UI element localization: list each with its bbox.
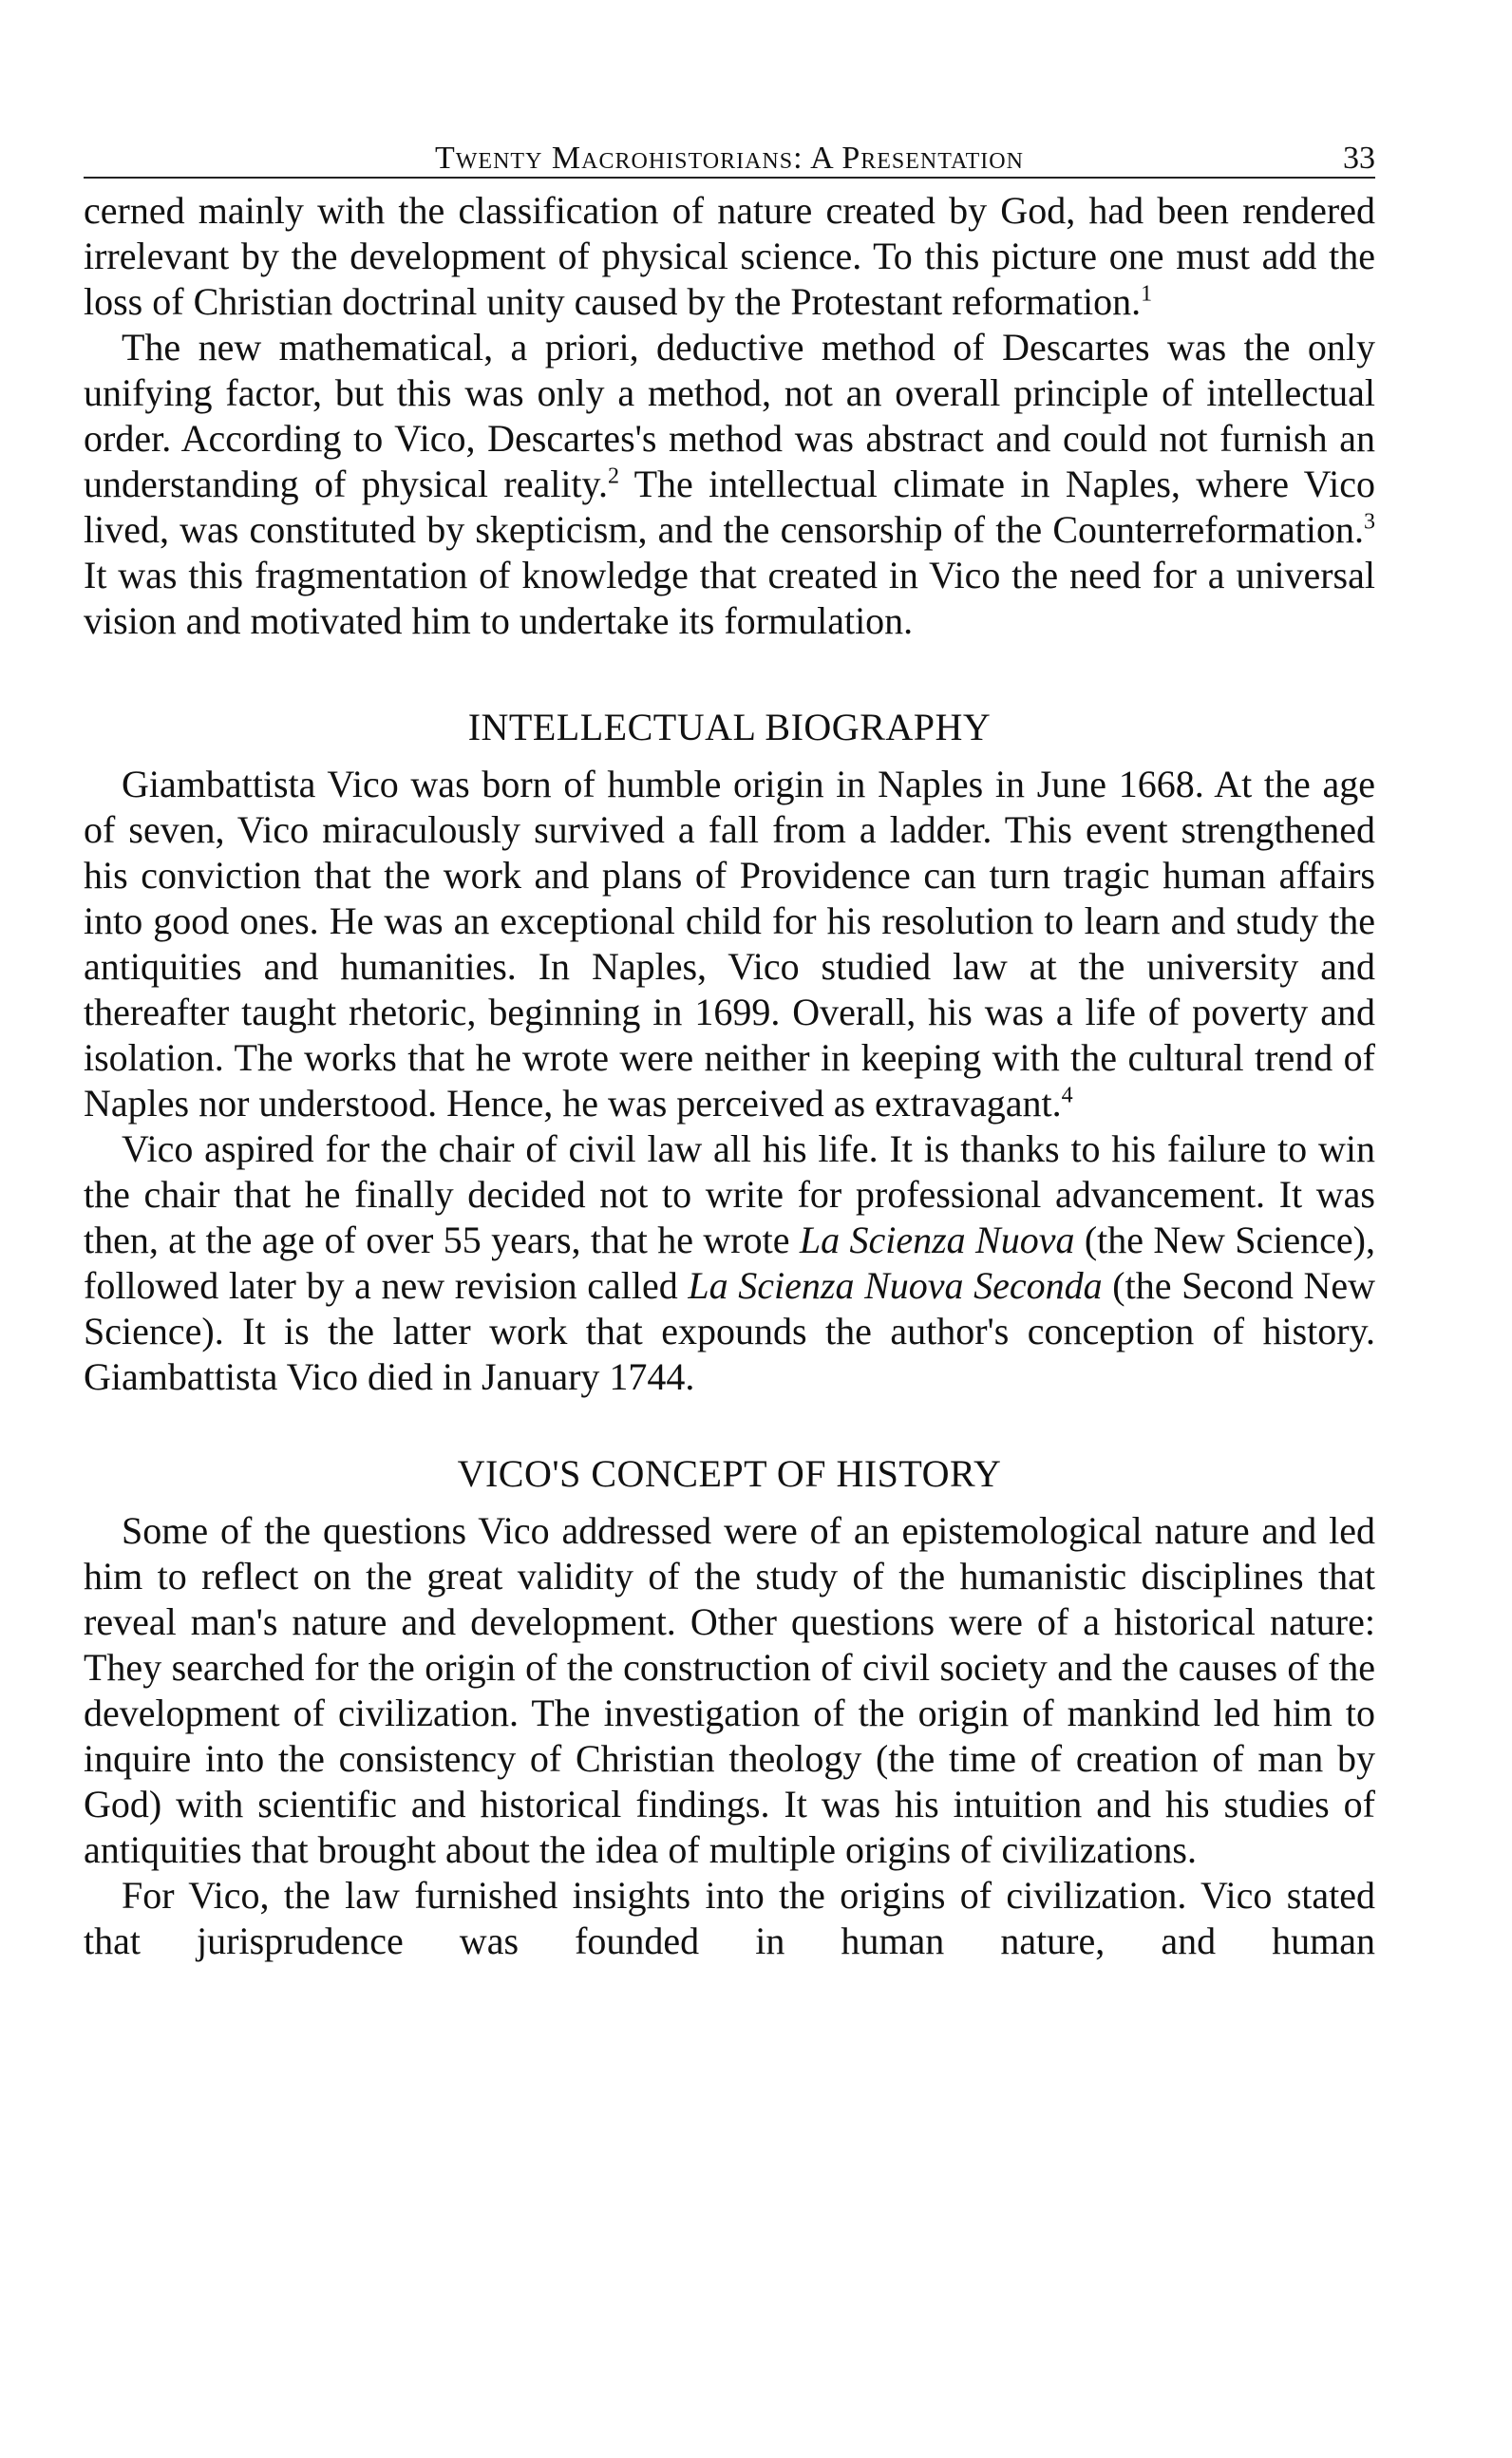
footnote-marker: 2 <box>607 463 619 489</box>
paragraph-law: For Vico, the law furnished insights into the origins of civilization. Vico stated that jurisprudence was founded in human nature, and human <box>84 1874 1375 1962</box>
paragraph-descartes <box>84 325 1375 644</box>
paragraph-text: cerned mainly with the classification of nature created by God, had been rendered irrelevant by the development of physical science. To this picture one must add the loss of Christian doctrinal unity caused by the Protestant reformation. <box>84 189 1375 323</box>
paragraph-biography <box>84 762 1375 1126</box>
book-title: La Scienza Nuova <box>799 1219 1075 1261</box>
section-heading-concept-of-history: VICO'S CONCEPT OF HISTORY <box>457 1452 1002 1495</box>
running-title: Twenty Macrohistorians: A Presentation <box>435 141 1024 176</box>
paragraph-text: Giambattista Vico was born of humble origin in Naples in June 1668. At the age of seven, Vico miraculously survived a fall from a ladder. This event strengthened his conviction that the work and plans of Providence can turn tragic human affairs into good ones. He was an exceptional child for his resolution to learn and study the antiquities and humanities. In Naples, Vico studied law at the university and thereafter taught rhetoric, beginning in 1699. Overall, his was a life of poverty and isolation. The works that he wrote were neither in keeping with the cultural trend of Naples nor understood. Hence, he was perceived as extravagant. <box>84 763 1375 1125</box>
paragraph-career <box>84 1126 1375 1400</box>
book-page <box>84 133 1375 1964</box>
paragraph-text: (the New Science), followed later by a new revision called <box>84 1219 1375 1307</box>
running-header <box>84 133 1375 179</box>
footnote-marker: 3 <box>1364 509 1375 535</box>
paragraph-text: (the Second New Science). It is the latter work that expounds the author's conception of history. Giambattista Vico died in January 1744. <box>84 1264 1376 1398</box>
paragraph-text: The new mathematical, a priori, deductive method of Descartes was the only unifying factor, but this was only a method, not an overall principle of intellectual order. According to Vico, Descartes's method was abstract and could not furnish an understanding of physical reality. <box>84 326 1375 505</box>
section-heading-intellectual-biography: INTELLECTUAL BIOGRAPHY <box>467 706 992 748</box>
page-number: 33 <box>1343 141 1375 176</box>
book-title: La Scienza Nuova Seconda <box>688 1264 1103 1307</box>
paragraph-text: It was this fragmentation of knowledge that created in Vico the need for a universal vision and motivated him to undertake its formulation. <box>84 554 1375 642</box>
footnote-marker: 1 <box>1141 281 1153 307</box>
paragraph-text: Vico aspired for the chair of civil law all his life. It is thanks to his failure to win the chair that he finally decided not to write for professional advancement. It was then, at the age of over 55 years, that he wrote <box>84 1127 1375 1261</box>
paragraph-text: The intellectual climate in Naples, where Vico lived, was constituted by skepticism, and the censorship of the Counterreformation. <box>84 463 1376 551</box>
footnote-marker: 4 <box>1061 1083 1073 1108</box>
paragraph-questions: Some of the questions Vico addressed were of an epistemological nature and led him to reflect on the great validity of the study of the humanistic disciplines that reveal man's nature and development. Other questions were of a historical nature: They searched for the origin of the construction of civil society and the causes of the development of civilization. The investigation of the origin of mankind led him to inquire into the consistency of Christian theology (the time of creation of man by God) with scientific and historical findings. It was his intuition and his studies of antiquities that brought about the idea of multiple origins of civilizations. <box>84 1509 1375 1871</box>
paragraph-continuation <box>84 188 1375 325</box>
